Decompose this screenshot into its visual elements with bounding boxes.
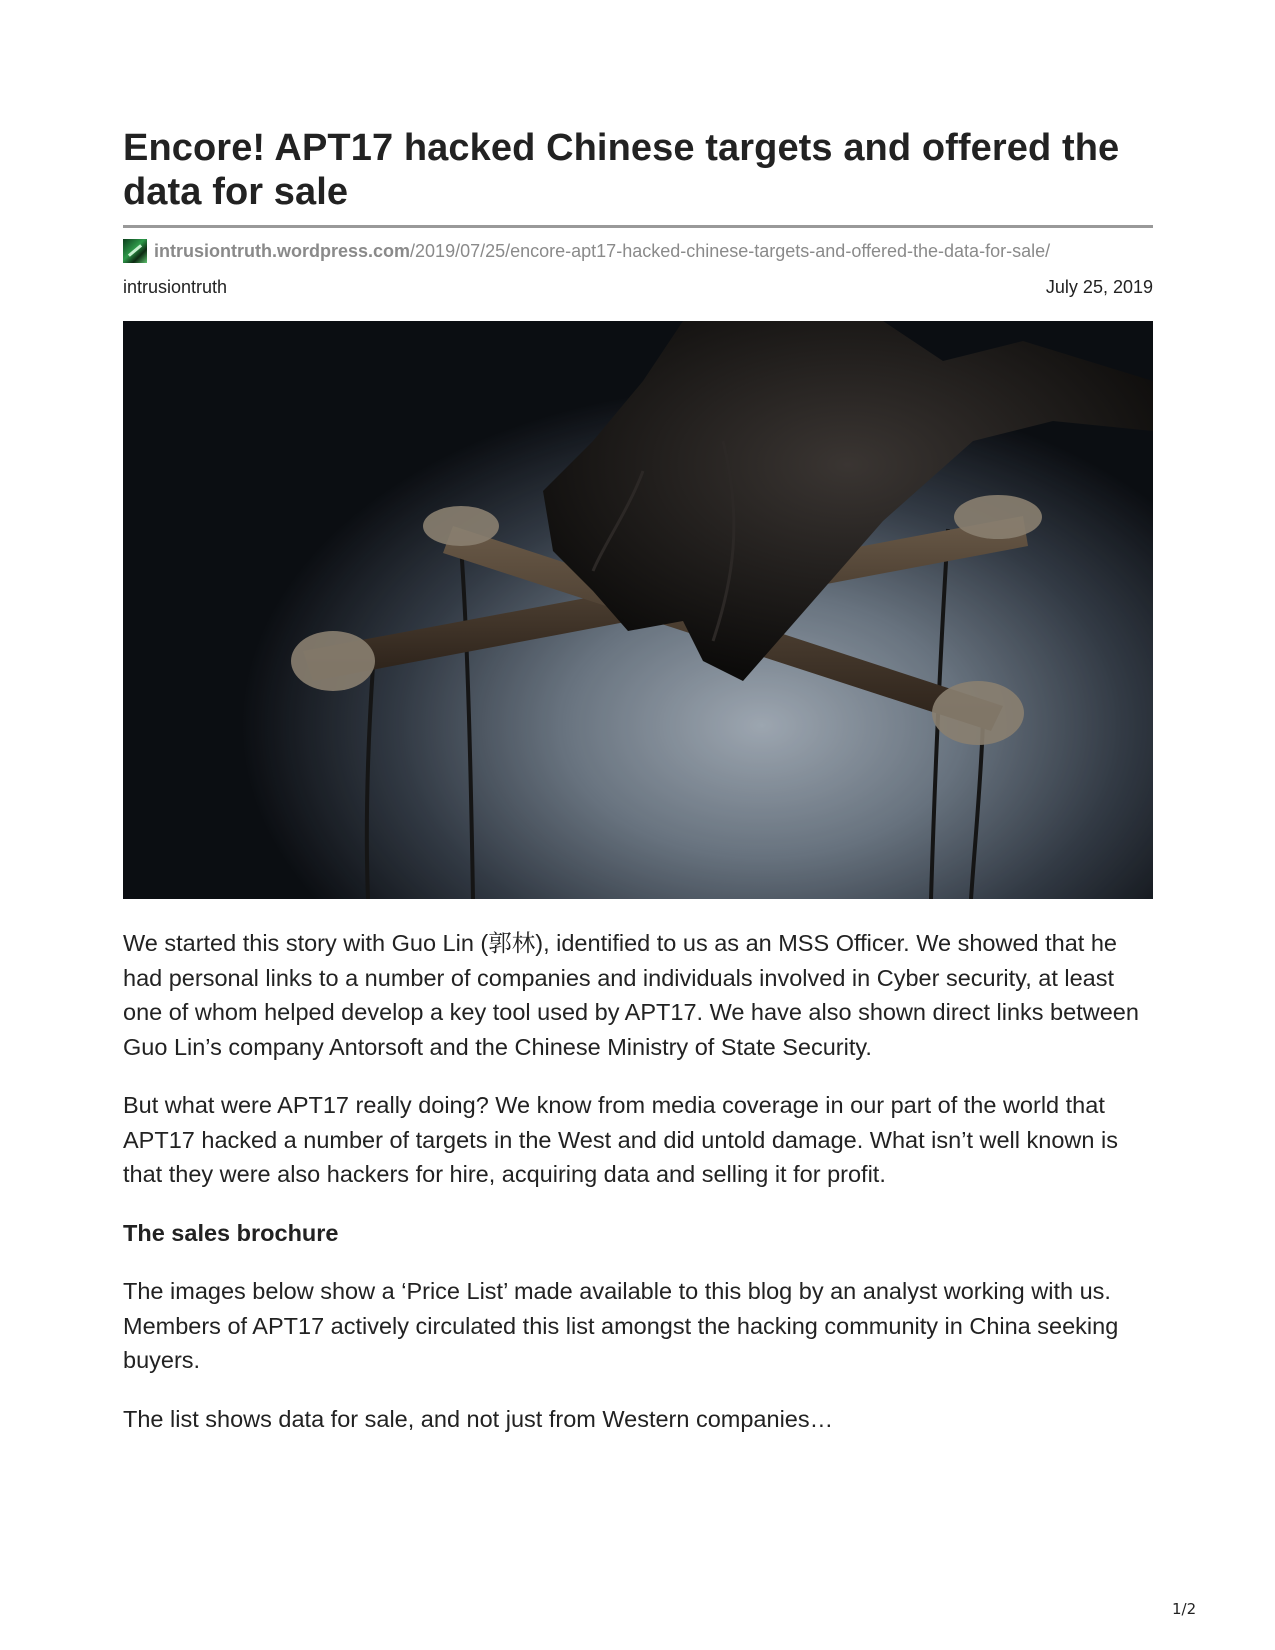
- article: [123, 126, 1153, 1460]
- publish-date: July 25, 2019: [1045, 277, 1153, 297]
- article-title: Encore! APT17 hacked Chinese targets and offered the data for sale: [123, 127, 1120, 213]
- author-name: intrusiontruth: [123, 277, 228, 297]
- paragraph: But what were APT17 really doing? We know from media coverage in our part of the world that APT17 hacked a number of targets in the West and did untold damage. What isn’t well known is that they were also hackers for hire, acquiring data and selling it for profit.: [123, 1092, 1118, 1187]
- section-heading: The sales brochure: [123, 1219, 339, 1246]
- paragraph: The images below show a ‘Price List’ made available to this blog by an analyst working with us. Members of APT17 actively circulated this list amongst the hacking community in China seeking buyers.: [123, 1278, 1119, 1373]
- article-body: [123, 926, 1153, 1436]
- title-divider: [123, 225, 1153, 228]
- paragraph: The list shows data for sale, and not just from Western companies…: [123, 1405, 834, 1432]
- source-path[interactable]: /2019/07/25/encore-apt17-hacked-chinese-targets-and-offered-the-data-for-sale/: [410, 240, 1051, 261]
- source-domain[interactable]: intrusiontruth.wordpress.com: [154, 240, 411, 261]
- site-favicon-icon: [123, 239, 147, 263]
- source-url[interactable]: [123, 238, 1153, 264]
- page-number: 1/2: [1172, 1600, 1197, 1618]
- puppet-controller-illustration: [123, 321, 1153, 899]
- paragraph: We started this story with Guo Lin (郭林), identified to us as an MSS Officer. We showed that he had personal links to a number of companies and individuals involved in Cyber security, at least one of whom helped develop a key tool used by APT17. We have also shown direct links between Guo Lin’s company Antorsoft and the Chinese Ministry of State Security.: [123, 930, 1139, 1060]
- article-meta: [123, 276, 1153, 298]
- hero-image-puppet-hand: [123, 321, 1153, 899]
